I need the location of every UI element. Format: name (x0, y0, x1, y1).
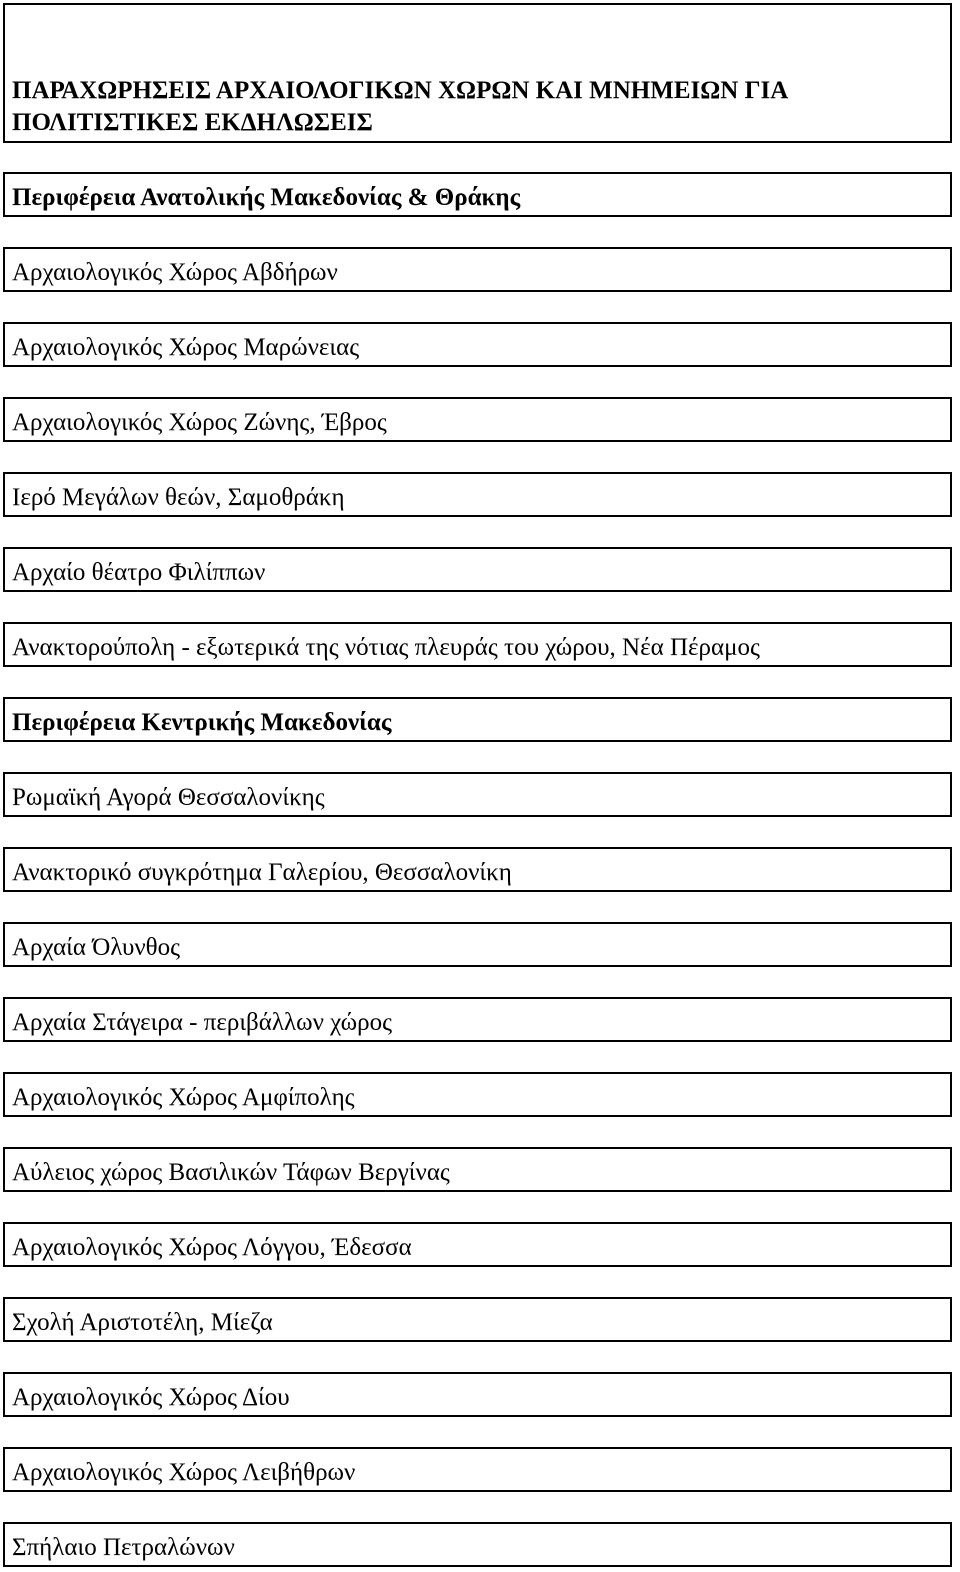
site-row (3, 1222, 952, 1267)
site-label: Αρχαιολογικός Χώρος Ζώνης, Έβρος (12, 409, 387, 436)
site-row (3, 1297, 952, 1342)
site-label: Αρχαίο θέατρο Φιλίππων (12, 559, 266, 586)
site-row (3, 322, 952, 367)
site-row (3, 847, 952, 892)
site-row (3, 1522, 952, 1567)
site-label: Αύλειος χώρος Βασιλικών Τάφων Βεργίνας (12, 1159, 450, 1186)
site-row (3, 472, 952, 517)
site-row (3, 247, 952, 292)
site-row (3, 1447, 952, 1492)
region-heading-label: Περιφέρεια Ανατολικής Μακεδονίας & Θράκης (12, 184, 521, 211)
site-label: Αρχαιολογικός Χώρος Δίου (12, 1384, 290, 1411)
site-row (3, 547, 952, 592)
site-label: Αρχαιολογικός Χώρος Αμφίπολης (12, 1084, 355, 1111)
site-row (3, 1072, 952, 1117)
site-label: Ανακτορούπολη - εξωτερικά της νότιας πλευράς του χώρου, Νέα Πέραμος (12, 634, 760, 661)
site-label: Αρχαία Όλυνθος (12, 934, 181, 961)
site-row (3, 772, 952, 817)
site-row (3, 1372, 952, 1417)
site-label: Σχολή Αριστοτέλη, Μίεζα (12, 1309, 273, 1336)
document-title-line-1: ΠΑΡΑΧΩΡΗΣΕΙΣ ΑΡΧΑΙΟΛΟΓΙΚΩΝ ΧΩΡΩΝ ΚΑΙ ΜΝΗΜΕΙΩΝ ΓΙΑ (12, 77, 789, 104)
document-title (12, 75, 788, 139)
site-label: Αρχαιολογικός Χώρος Λόγγου, Έδεσσα (12, 1234, 412, 1261)
site-label: Αρχαιολογικός Χώρος Μαρώνειας (12, 334, 360, 361)
site-row (3, 397, 952, 442)
document-title-box (3, 3, 952, 143)
site-label: Αρχαιολογικός Χώρος Λειβήθρων (12, 1459, 356, 1486)
site-row (3, 622, 952, 667)
site-label: Ανακτορικό συγκρότημα Γαλερίου, Θεσσαλονίκη (12, 859, 512, 886)
document-title-line-2: ΠΟΛΙΤΙΣΤΙΚΕΣ ΕΚΔΗΛΩΣΕΙΣ (12, 109, 373, 136)
site-label: Ρωμαϊκή Αγορά Θεσσαλονίκης (12, 784, 325, 811)
site-row (3, 997, 952, 1042)
site-label: Ιερό Μεγάλων θεών, Σαμοθράκη (12, 484, 345, 511)
site-label: Σπήλαιο Πετραλώνων (12, 1534, 235, 1561)
region-heading-row (3, 172, 952, 217)
region-heading-row (3, 697, 952, 742)
site-row (3, 1147, 952, 1192)
site-label: Αρχαία Στάγειρα - περιβάλλων χώρος (12, 1009, 393, 1036)
site-row (3, 922, 952, 967)
region-heading-label: Περιφέρεια Κεντρικής Μακεδονίας (12, 709, 392, 736)
site-label: Αρχαιολογικός Χώρος Αβδήρων (12, 259, 338, 286)
